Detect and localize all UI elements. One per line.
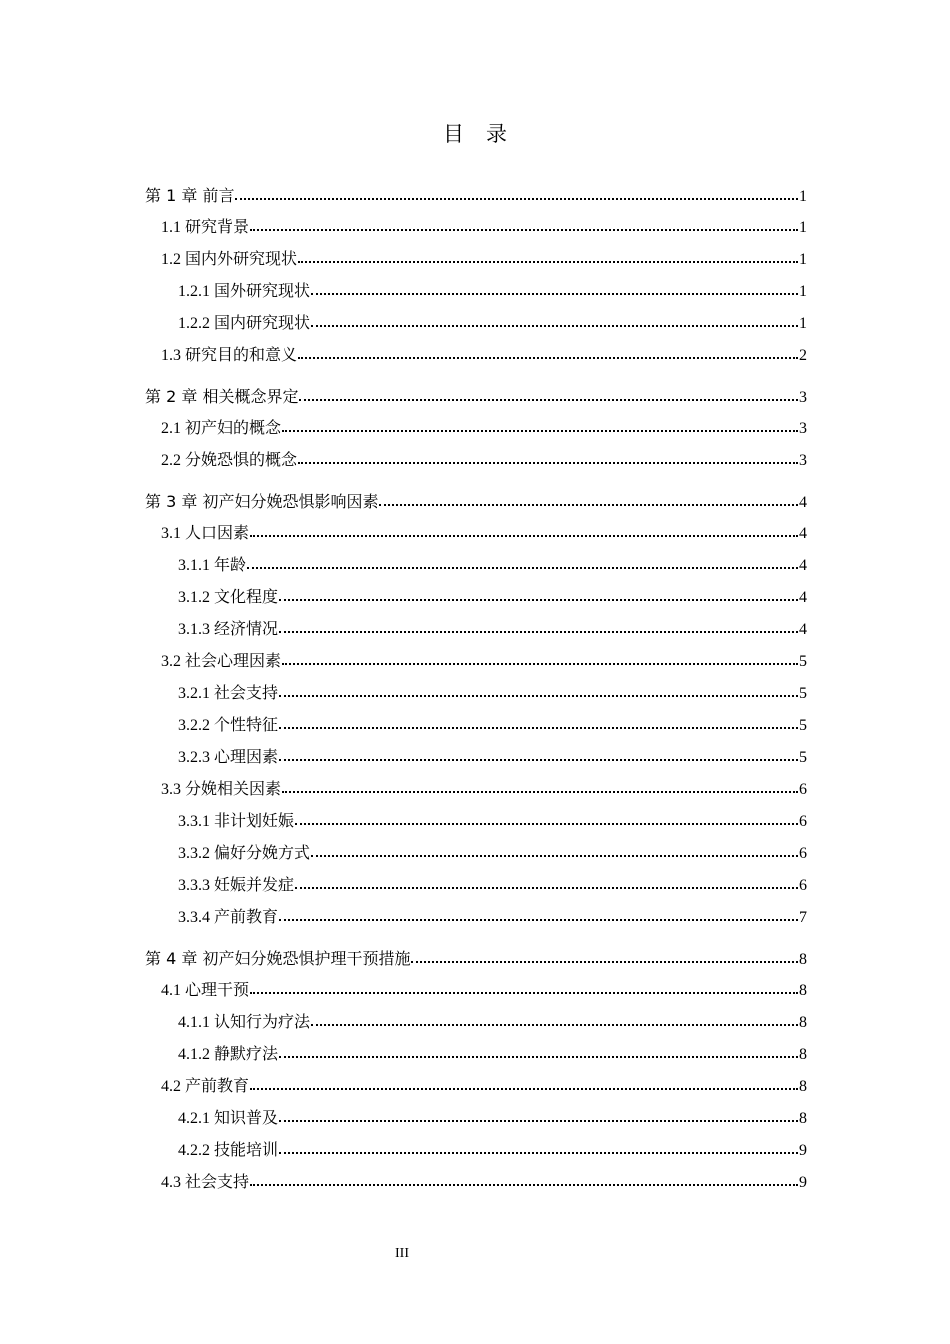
toc-entry-page: 8 [799,1046,807,1063]
toc-entry-chapter-1[interactable] [145,183,807,215]
toc-entry-label: 4.2.1 知识普及 [178,1110,279,1127]
toc-entry-page: 6 [799,845,807,862]
toc-entry-page: 5 [799,685,807,702]
dot-leader [279,1141,798,1155]
dot-leader [411,950,798,964]
toc-entry-page: 2 [799,347,807,364]
dot-leader [250,1173,798,1187]
toc-entry-page: 3 [799,420,807,437]
toc-entry-label: 1.2 国内外研究现状 [161,251,298,268]
toc-entry-page: 3 [799,452,807,469]
dot-leader [282,780,798,794]
toc-title: 目录 [443,122,529,146]
toc-entry-1-3[interactable] [145,343,807,375]
toc-entry-label: 3.2.3 心理因素 [178,749,279,766]
dot-leader [279,716,798,730]
toc-entry-3-3[interactable] [145,777,807,809]
toc-entry-label: 3.2.1 社会支持 [178,685,279,702]
toc-entry-page: 4 [799,494,807,511]
toc-entry-3-3-4[interactable] [145,905,807,937]
toc-entry-label: 3.2.2 个性特征 [178,717,279,734]
toc-entry-page: 4 [799,525,807,542]
toc-entry-page: 5 [799,749,807,766]
toc-entry-label: 3.3.2 偏好分娩方式 [178,845,311,862]
toc-entry-label: 3.3.1 非计划妊娠 [178,813,295,830]
dot-leader [250,524,798,538]
toc-entry-4-1-1[interactable] [145,1010,807,1042]
dot-leader [282,419,798,433]
toc-entry-page: 7 [799,909,807,926]
dot-leader [279,748,798,762]
dot-leader [311,314,798,328]
toc-entry-page: 4 [799,557,807,574]
dot-leader [299,388,798,402]
toc-entry-3-3-3[interactable] [145,873,807,905]
dot-leader [379,493,798,507]
toc-entry-page: 4 [799,589,807,606]
toc-entry-label: 4.3 社会支持 [161,1174,250,1191]
toc-entry-3-2-3[interactable] [145,745,807,777]
toc-entry-1-1[interactable] [145,215,807,247]
toc-entry-label: 3.3.4 产前教育 [178,909,279,926]
toc-entry-label: 1.3 研究目的和意义 [161,347,298,364]
toc-entry-page: 4 [799,621,807,638]
toc-entry-label: 第 2 章 相关概念界定 [145,387,299,406]
toc-entry-3-3-2[interactable] [145,841,807,873]
toc-entry-label: 4.1.2 静默疗法 [178,1046,279,1063]
toc-entry-page: 1 [799,219,807,236]
toc-entry-3-2-2[interactable] [145,713,807,745]
toc-entry-2-2[interactable] [145,448,807,480]
toc-entry-label: 第 4 章 初产妇分娩恐惧护理干预措施 [145,949,411,968]
toc-entry-page: 1 [799,251,807,268]
toc-entry-3-3-1[interactable] [145,809,807,841]
toc-entry-label: 2.1 初产妇的概念 [161,420,282,437]
dot-leader [298,346,798,360]
dot-leader [298,451,798,465]
toc-entry-4-2[interactable] [145,1074,807,1106]
toc-entry-label: 3.2 社会心理因素 [161,653,282,670]
dot-leader [298,250,798,264]
dot-leader [279,620,798,634]
dot-leader [311,1013,798,1027]
dot-leader [250,218,798,232]
toc-entry-label: 3.3 分娩相关因素 [161,781,282,798]
toc-entry-page: 8 [799,1110,807,1127]
dot-leader [235,187,798,201]
toc-entry-page: 5 [799,653,807,670]
table-of-contents [145,183,807,1202]
toc-entry-page: 1 [799,283,807,300]
page-number-footer: III [395,1246,409,1261]
toc-entry-page: 8 [799,1078,807,1095]
toc-entry-page: 6 [799,813,807,830]
toc-entry-label: 3.1.2 文化程度 [178,589,279,606]
dot-leader [295,876,798,890]
dot-leader [250,981,798,995]
toc-entry-label: 1.2.1 国外研究现状 [178,283,311,300]
toc-entry-label: 第 1 章 前言 [145,186,235,205]
dot-leader [311,844,798,858]
toc-entry-label: 4.1.1 认知行为疗法 [178,1014,311,1031]
toc-entry-4-1[interactable] [145,978,807,1010]
toc-entry-page: 5 [799,717,807,734]
toc-entry-label: 4.1 心理干预 [161,982,250,999]
toc-entry-3-1[interactable] [145,521,807,553]
dot-leader [250,1077,798,1091]
dot-leader [279,684,798,698]
toc-entry-1-2-2[interactable] [145,311,807,343]
toc-entry-3-2[interactable] [145,649,807,681]
toc-entry-4-1-2[interactable] [145,1042,807,1074]
toc-entry-page: 8 [799,982,807,999]
toc-entry-3-1-3[interactable] [145,617,807,649]
toc-entry-page: 3 [799,389,807,406]
dot-leader [279,1045,798,1059]
toc-entry-4-3[interactable] [145,1170,807,1202]
toc-entry-label: 2.2 分娩恐惧的概念 [161,452,298,469]
toc-entry-label: 第 3 章 初产妇分娩恐惧影响因素 [145,492,379,511]
toc-entry-chapter-2[interactable] [145,384,807,416]
toc-entry-1-2[interactable] [145,247,807,279]
dot-leader [247,556,798,570]
toc-entry-4-2-2[interactable] [145,1138,807,1170]
toc-entry-2-1[interactable] [145,416,807,448]
toc-entry-3-2-1[interactable] [145,681,807,713]
toc-entry-page: 1 [799,315,807,332]
toc-entry-chapter-4[interactable] [145,946,807,978]
toc-entry-label: 3.3.3 妊娠并发症 [178,877,295,894]
toc-entry-label: 1.2.2 国内研究现状 [178,315,311,332]
toc-entry-page: 9 [799,1142,807,1159]
dot-leader [279,908,798,922]
toc-entry-page: 6 [799,877,807,894]
toc-entry-page: 9 [799,1174,807,1191]
dot-leader [282,652,798,666]
dot-leader [279,588,798,602]
toc-entry-label: 1.1 研究背景 [161,219,250,236]
toc-entry-chapter-3[interactable] [145,489,807,521]
toc-entry-4-2-1[interactable] [145,1106,807,1138]
toc-entry-page: 8 [799,951,807,968]
toc-entry-label: 3.1.3 经济情况 [178,621,279,638]
dot-leader [295,812,798,826]
toc-entry-3-1-2[interactable] [145,585,807,617]
toc-entry-1-2-1[interactable] [145,279,807,311]
dot-leader [311,282,798,296]
toc-entry-page: 6 [799,781,807,798]
toc-entry-page: 1 [799,188,807,205]
toc-entry-3-1-1[interactable] [145,553,807,585]
toc-entry-label: 4.2 产前教育 [161,1078,250,1095]
toc-entry-label: 4.2.2 技能培训 [178,1142,279,1159]
dot-leader [279,1109,798,1123]
toc-entry-label: 3.1.1 年龄 [178,557,247,574]
toc-entry-label: 3.1 人口因素 [161,525,250,542]
toc-entry-page: 8 [799,1014,807,1031]
